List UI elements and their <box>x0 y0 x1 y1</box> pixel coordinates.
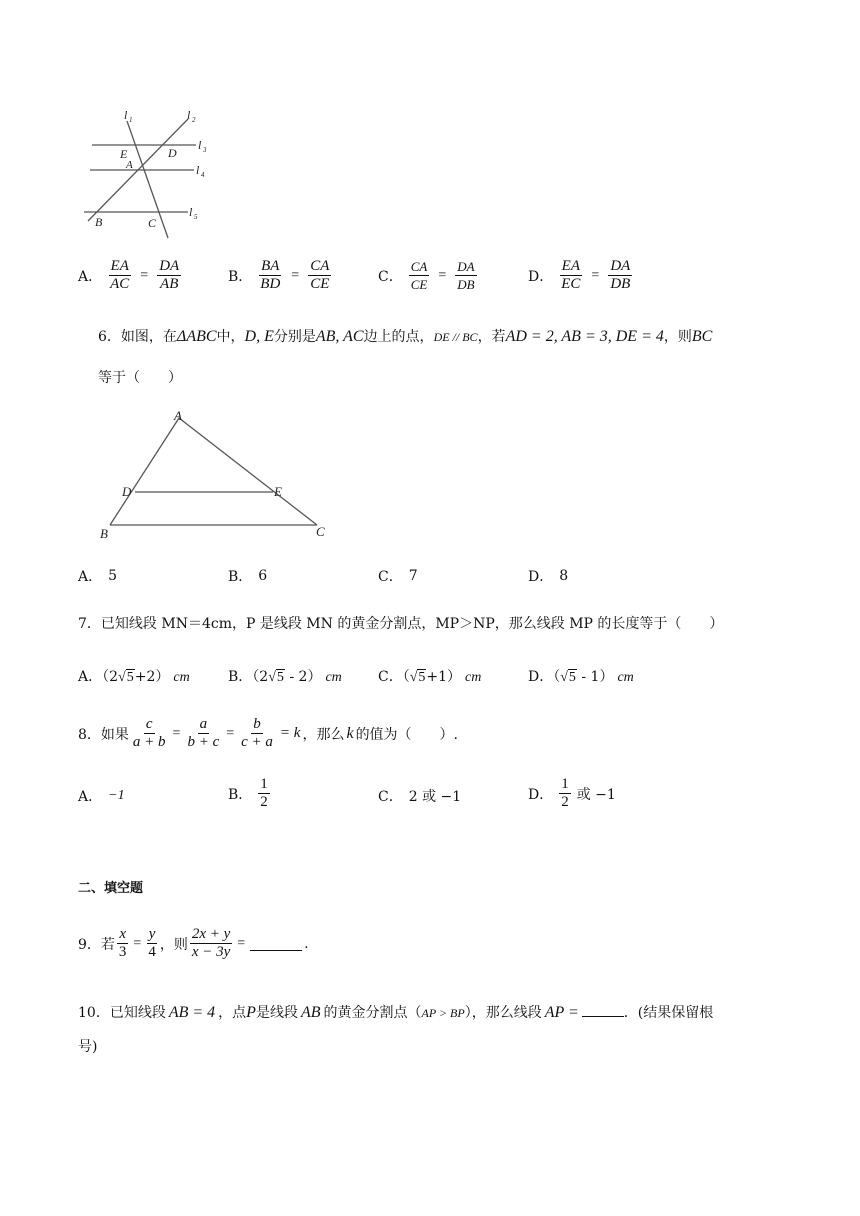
numerator: CA <box>410 259 428 274</box>
fraction <box>185 716 221 751</box>
math: ΔABC <box>176 328 217 345</box>
equals-sign: = <box>140 267 149 283</box>
option-letter: C． <box>378 569 403 585</box>
q6-stem <box>98 326 712 346</box>
denominator: CE <box>310 276 330 292</box>
option-value: 8 <box>559 568 569 584</box>
math: k <box>346 724 354 742</box>
option-letter: C． <box>378 669 403 685</box>
radicand: 5 <box>418 670 426 685</box>
text: ，那么 <box>302 726 345 743</box>
option-letter: D． <box>528 786 554 803</box>
numerator: b <box>253 716 261 732</box>
option-value: 5 <box>108 568 118 584</box>
unit: cm <box>465 670 482 685</box>
side-AB <box>110 418 179 525</box>
math: P <box>246 1004 256 1021</box>
math: AP = <box>544 1004 579 1021</box>
denominator: AB <box>160 276 179 292</box>
option-letter: A． <box>78 569 103 585</box>
denominator: 2 <box>260 794 268 810</box>
math: BC <box>691 328 713 345</box>
fraction <box>239 716 275 751</box>
option-value: −1 <box>108 788 125 803</box>
q7-stem: 7．已知线段 MN＝4cm，P 是线段 MN 的黄金分割点，MP＞NP，那么线段 MP 的长度等于（ ） <box>78 616 724 632</box>
label-A: A <box>174 408 182 423</box>
denominator: DB <box>457 277 475 292</box>
q8-option-b <box>228 776 270 811</box>
numerator: DA <box>457 259 475 274</box>
sqrt: √5 <box>560 670 576 685</box>
label-l1: l <box>124 108 128 122</box>
denominator: 4 <box>148 944 156 960</box>
label-l5-sub: 5 <box>194 213 198 221</box>
option-letter: C． <box>378 268 403 285</box>
text: ，则 <box>663 329 692 345</box>
label-l1-sub: 1 <box>129 116 133 124</box>
equals-sign: = <box>237 935 246 951</box>
math: AB = 4 <box>168 1004 216 1021</box>
option-letter: D． <box>528 268 554 285</box>
label-l4: l <box>196 163 200 177</box>
unit: cm <box>325 670 342 685</box>
q6-option-d <box>528 566 568 586</box>
sqrt: √5 <box>118 670 134 685</box>
fraction <box>146 926 158 961</box>
q7-option-b <box>228 666 342 686</box>
figure-parallel-lines <box>78 105 208 240</box>
q5-option-d <box>528 258 632 293</box>
label-D: D <box>122 484 132 499</box>
label-B: B <box>100 526 108 541</box>
side-AC <box>179 418 317 525</box>
option-letter: D． <box>528 569 554 585</box>
numerator: x <box>119 926 126 942</box>
q7-option-d <box>528 666 634 686</box>
equals-sign: = <box>591 267 600 283</box>
text: . <box>304 935 309 952</box>
numerator: 1 <box>561 776 569 792</box>
numerator: EA <box>110 258 129 274</box>
equals-sign: = <box>226 725 235 741</box>
equals-sign: = <box>291 267 300 283</box>
radicand: 5 <box>276 670 284 685</box>
math: = k <box>279 725 301 741</box>
q6-option-c <box>378 566 418 586</box>
denominator: DB <box>610 276 631 292</box>
fraction <box>117 926 129 961</box>
unit: cm <box>173 670 190 685</box>
label-E: E <box>120 147 128 161</box>
denominator: c + a <box>241 734 273 750</box>
text: ．(结果保留根 <box>623 1005 714 1021</box>
math: AB <box>300 1004 321 1021</box>
numerator: 2x + y <box>191 926 231 942</box>
q6-stem-line2: 等于（ ） <box>98 370 182 386</box>
text: +2） <box>134 669 170 685</box>
fraction <box>190 926 232 961</box>
option-letter: A． <box>78 789 103 805</box>
radicand: 5 <box>126 670 134 685</box>
text: - 1） <box>576 669 614 685</box>
fraction <box>108 258 131 293</box>
denominator: CE <box>410 277 428 292</box>
text: 9．若 <box>78 936 115 953</box>
option-letter: D． <box>528 669 554 685</box>
text: 的黄金分割点（ <box>323 1005 422 1021</box>
denominator: x − 3y <box>191 944 231 960</box>
denominator: 3 <box>118 944 127 960</box>
fraction <box>157 258 181 293</box>
option-value: 6 <box>258 568 268 584</box>
label-l4-sub: 4 <box>201 171 205 179</box>
q6-option-a <box>78 566 117 586</box>
math: AP > BP <box>421 1006 465 1020</box>
fraction <box>131 716 168 751</box>
math: D, E <box>244 328 274 345</box>
fraction <box>409 258 430 293</box>
q10-stem-line2: 号) <box>78 1039 98 1055</box>
label-C: C <box>148 216 157 230</box>
numerator: DA <box>159 258 180 274</box>
text: ），那么线段 <box>464 1005 542 1021</box>
text: ，则 <box>159 936 188 953</box>
option-letter: A． <box>78 669 103 685</box>
denominator: 2 <box>561 794 569 810</box>
text: 10．已知线段 <box>78 1005 166 1021</box>
numerator: 1 <box>260 776 268 792</box>
text: 6．如图，在 <box>98 329 177 345</box>
label-l3-sub: 3 <box>203 146 207 154</box>
q8-option-c <box>378 786 461 806</box>
equals-sign: = <box>172 725 181 741</box>
answer-blank[interactable] <box>250 936 302 951</box>
sqrt: √5 <box>409 670 426 685</box>
q8-stem <box>78 716 458 751</box>
text: （ <box>553 669 561 685</box>
denominator: AC <box>110 276 130 292</box>
label-A: A <box>126 159 133 171</box>
option-letter: B． <box>228 569 253 585</box>
sqrt: √5 <box>268 670 284 685</box>
option-letter: C． <box>378 789 403 805</box>
text: 中， <box>216 329 245 345</box>
denominator: EC <box>561 276 581 292</box>
numerator: a <box>199 716 208 732</box>
text: 边上的点， <box>363 329 434 345</box>
option-suffix: 或 −1 <box>576 786 616 803</box>
label-C: C <box>316 524 325 539</box>
figure-triangle <box>95 404 340 544</box>
equals-sign: = <box>438 267 447 283</box>
fraction <box>258 258 282 293</box>
label-l5: l <box>189 205 193 219</box>
text: ，点 <box>218 1005 247 1021</box>
fraction <box>308 258 331 293</box>
denominator: a + b <box>132 734 166 750</box>
label-l2-sub: 2 <box>192 116 196 124</box>
text: - 2） <box>284 669 322 685</box>
numerator: y <box>148 926 156 942</box>
text: ，若 <box>477 329 506 345</box>
fraction <box>559 776 571 811</box>
option-value: 7 <box>408 568 418 584</box>
option-letter: A． <box>78 268 103 285</box>
q5-option-b <box>228 258 331 293</box>
option-letter: B． <box>228 268 253 285</box>
text: （2 <box>102 669 119 685</box>
math: AD = 2, AB = 3, DE = 4 <box>505 328 664 345</box>
label-l2: l <box>187 108 191 122</box>
text: 8．如果 <box>78 726 129 743</box>
text: （2 <box>252 669 269 685</box>
fraction <box>608 258 632 293</box>
label-E: E <box>274 484 282 499</box>
q7-option-c <box>378 666 481 686</box>
option-letter: B． <box>228 669 253 685</box>
text: 分别是 <box>273 329 316 345</box>
section-title: 二、填空题 <box>78 881 144 896</box>
label-B: B <box>95 215 103 229</box>
label-l3: l <box>198 138 202 152</box>
text: （ <box>402 669 410 685</box>
fraction <box>455 258 476 293</box>
unit: cm <box>617 670 634 685</box>
q6-option-b <box>228 566 267 586</box>
q7-option-a <box>78 666 190 686</box>
q8-option-d <box>528 776 616 811</box>
numerator: DA <box>610 258 631 274</box>
fraction <box>559 258 582 293</box>
numerator: CA <box>310 258 330 274</box>
option-value: 2 或 −1 <box>408 789 462 805</box>
text: 是线段 <box>255 1005 298 1021</box>
numerator: EA <box>561 258 580 274</box>
text: +1） <box>426 669 462 685</box>
option-letter: B． <box>228 786 253 803</box>
answer-blank[interactable] <box>582 1002 624 1017</box>
q8-option-a <box>78 786 125 806</box>
numerator: BA <box>261 258 280 274</box>
math: DE // BC <box>433 330 478 344</box>
q10-stem <box>78 1002 713 1022</box>
denominator: BD <box>260 276 281 292</box>
math: AB, AC <box>315 328 364 345</box>
fraction <box>258 776 270 811</box>
q5-option-a <box>78 258 181 293</box>
equals-sign: = <box>133 935 142 951</box>
text: 的值为（ ）. <box>355 726 459 743</box>
q5-option-c <box>378 258 477 293</box>
numerator: c <box>145 716 153 732</box>
label-D: D <box>168 146 177 160</box>
radicand: 5 <box>568 670 576 685</box>
denominator: b + c <box>187 734 220 750</box>
q9-stem <box>78 926 309 961</box>
